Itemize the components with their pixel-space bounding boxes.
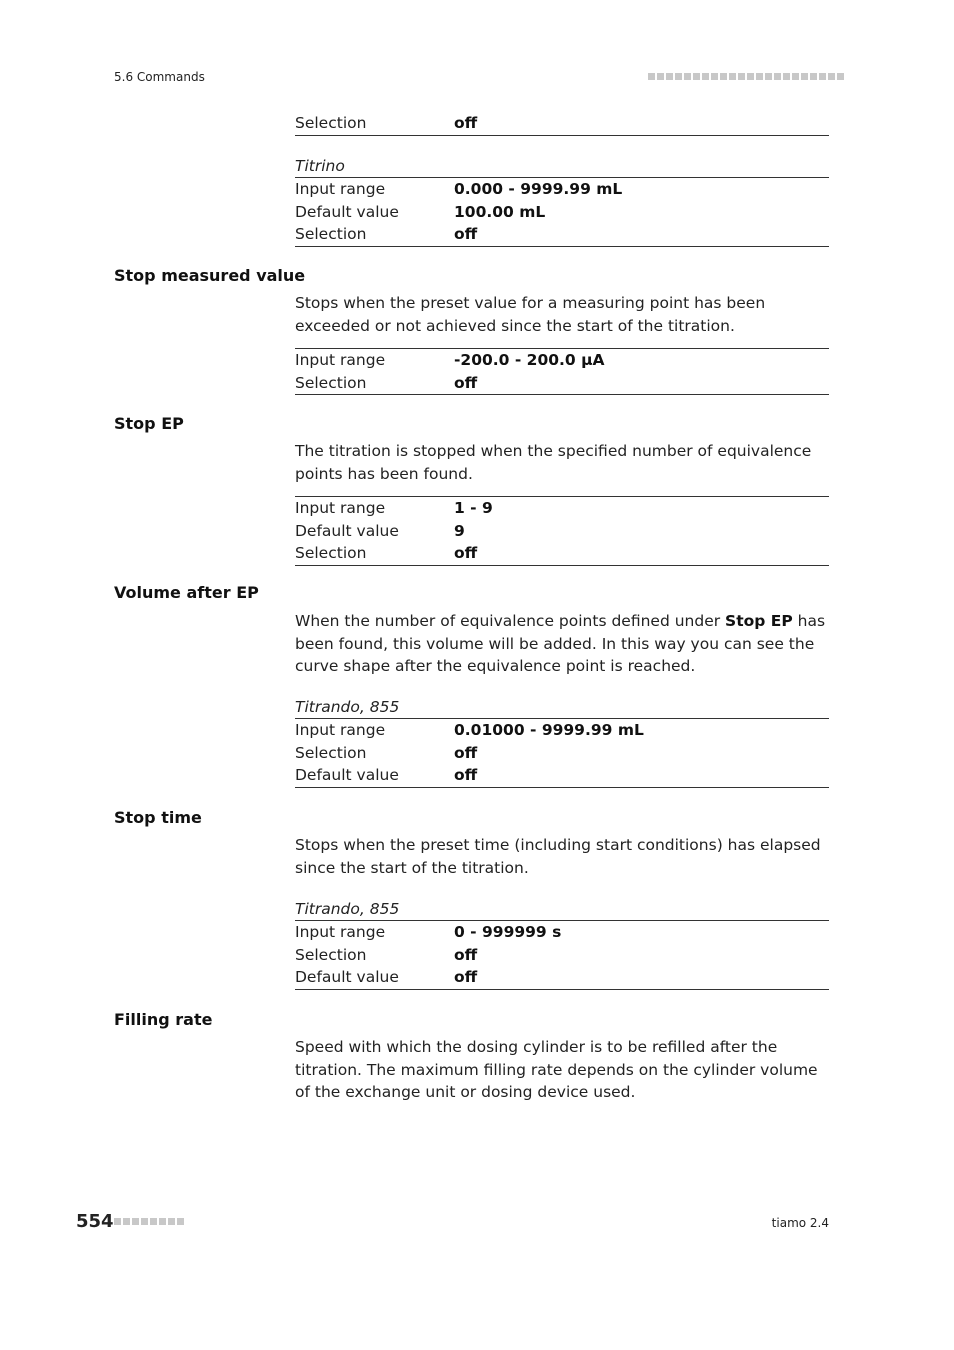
table-row: Default value 9 [295,521,465,540]
table-row: Selection off [295,743,478,762]
param-table-stop-ep [295,496,829,566]
param-table-volume-after-ep [295,696,829,788]
param-table-stop-measured [295,348,829,395]
header-decorative-dots [648,73,844,80]
footer-decorative-dots [114,1218,184,1225]
page-number: 554 [76,1211,114,1232]
inline-ref-stop-ep: Stop EP [725,612,793,630]
section-description: Speed with which the dosing cylinder is to be refilled after the titration. The maximum filling rate depends on the cylinder volume of the exchange unit or dosing device used. [295,1038,818,1101]
footer-product-name: tiamo 2.4 [771,1216,829,1230]
table-row: Input range -200.0 - 200.0 µA [295,351,605,369]
table-caption: Titrino [295,157,345,175]
table-row: Default value off [295,968,478,986]
section-description: The titration is stopped when the specified number of equivalence points has been found. [295,442,812,483]
table-caption: Titrando, 855 [295,698,400,716]
table-row: Default value off [295,766,478,784]
table-row: Selection off [295,945,478,964]
section-description: When the number of equivalence points defined under Stop EP has been found, this volume will be added. In this way you can see the curve shape after the equivalence point is reached. [295,612,826,675]
table-row: Selection off [295,544,478,562]
section-heading-stop-ep: Stop EP [114,414,184,433]
table-row: Default value 100.00 mL [295,202,546,221]
table-row: Input range 0 - 999999 s [295,923,562,941]
table-row: Selection off [295,225,478,243]
section-heading-volume-after-ep: Volume after EP [114,583,259,602]
section-description: Stops when the preset value for a measuring point has been exceeded or not achieved since the start of the titration. [295,294,766,335]
param-table-titrino [295,155,829,247]
table-row: Selection off [295,114,478,132]
section-heading-filling-rate: Filling rate [114,1010,213,1029]
param-table-prev [295,112,829,136]
table-row: Selection off [295,373,478,392]
table-row: Input range 0.000 - 9999.99 mL [295,180,623,198]
table-caption: Titrando, 855 [295,900,400,918]
section-heading-stop-measured-value: Stop measured value [114,266,306,285]
table-row: Input range 0.01000 - 9999.99 mL [295,721,644,739]
section-description: Stops when the preset time (including start conditions) has elapsed since the start of the titration. [295,836,821,877]
table-row: Input range 1 - 9 [295,499,493,517]
section-heading-stop-time: Stop time [114,808,202,827]
running-header-section: 5.6 Commands [114,70,205,84]
param-table-stop-time [295,898,829,990]
